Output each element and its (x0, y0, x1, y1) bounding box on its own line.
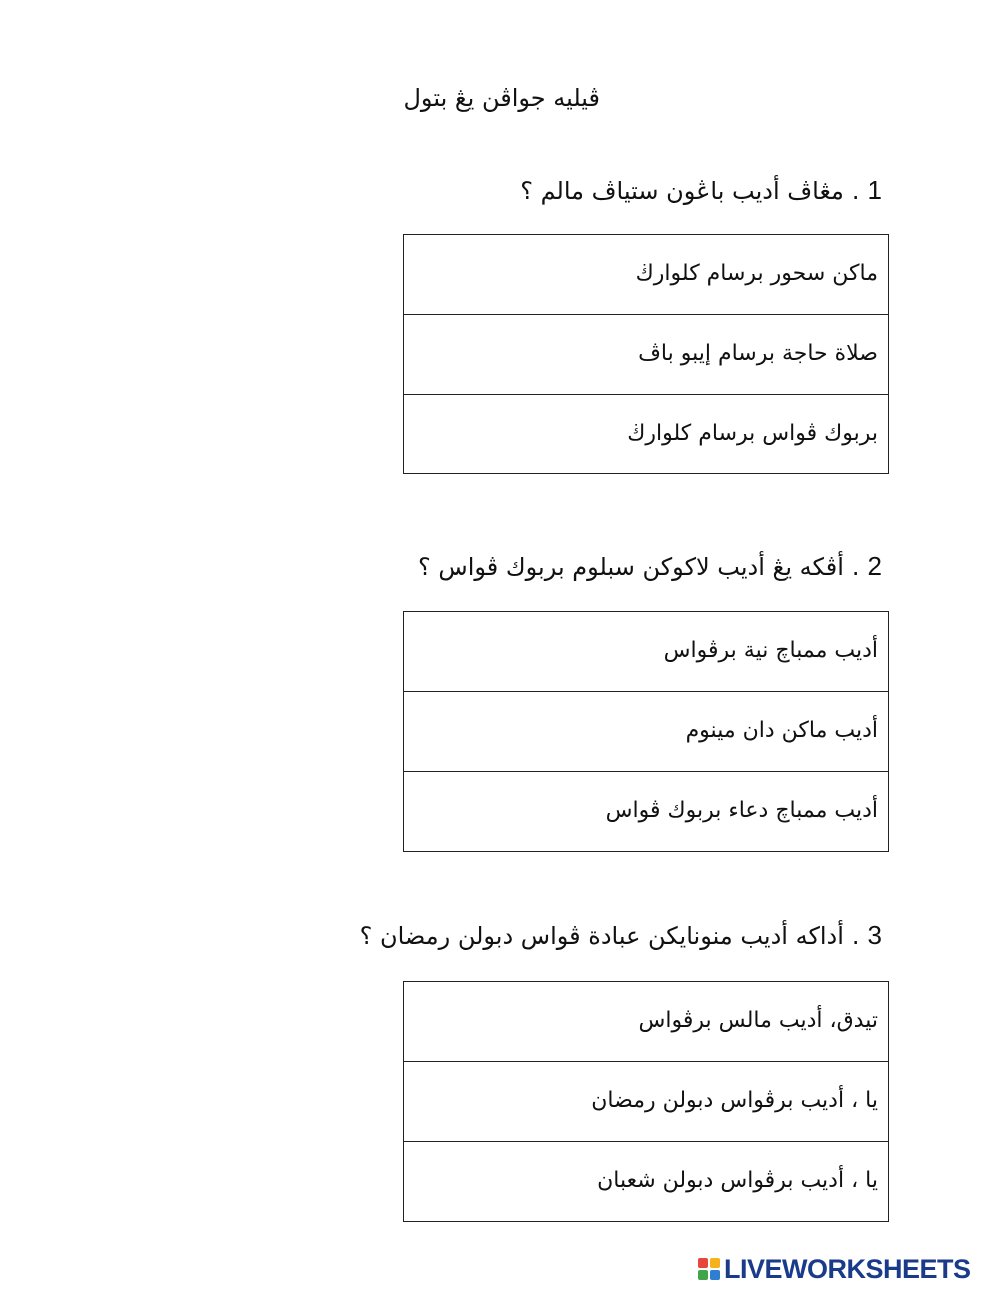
answer-option[interactable]: بربوك ڤواس برسام كلوارڬ (627, 421, 878, 446)
question-dot: . (851, 553, 860, 581)
answer-options-3 (403, 981, 889, 1222)
question-number: 2 (867, 551, 882, 581)
question-number: 3 (867, 920, 882, 950)
question-2 (282, 546, 882, 587)
logo-square-blue (710, 1270, 720, 1280)
question-1 (282, 170, 882, 211)
question-text: مڠاڤ أديب باڠون ستياڤ مالم ؟ (520, 177, 844, 205)
question-dot: . (851, 177, 860, 205)
liveworksheets-logo-icon (698, 1258, 720, 1280)
question-number: 1 (867, 175, 882, 205)
logo-square-green (698, 1270, 708, 1280)
answer-option[interactable]: صلاة حاجة برسام إيبو باڤ (404, 315, 888, 395)
answer-options-2 (403, 611, 889, 852)
question-text: أداكه أديب منونايكن عبادة ڤواس دبولن رمضان ؟ (359, 922, 844, 950)
logo-square-yellow (710, 1258, 720, 1268)
answer-option[interactable]: تيدق، أديب مالس برڤواس (404, 982, 888, 1062)
answer-option[interactable]: أديب ممباچ دعاء بربوك ڤواس (605, 798, 878, 823)
logo-square-red (698, 1258, 708, 1268)
answer-option[interactable]: ماكن سحور برسام كلوارڬ (404, 235, 888, 315)
worksheet-title: ڤيليه جواڤن يڠ بتول (403, 84, 600, 112)
question-3 (282, 915, 882, 956)
brand-name: LIVEWORKSHEETS (724, 1253, 971, 1284)
question-text: أڤكه يڠ أديب لاكوكن سبلوم بربوك ڤواس ؟ (418, 553, 844, 581)
question-dot: . (851, 922, 860, 950)
liveworksheets-brand (698, 1254, 971, 1284)
answer-options-1 (403, 234, 889, 474)
answer-option[interactable]: أديب ممباچ نية برڤواس (404, 612, 888, 692)
answer-option[interactable]: يا ، أديب برڤواس دبولن رمضان (404, 1062, 888, 1142)
answer-option[interactable]: أديب ماكن دان مينوم (404, 692, 888, 772)
answer-option[interactable]: يا ، أديب برڤواس دبولن شعبان (597, 1168, 878, 1193)
